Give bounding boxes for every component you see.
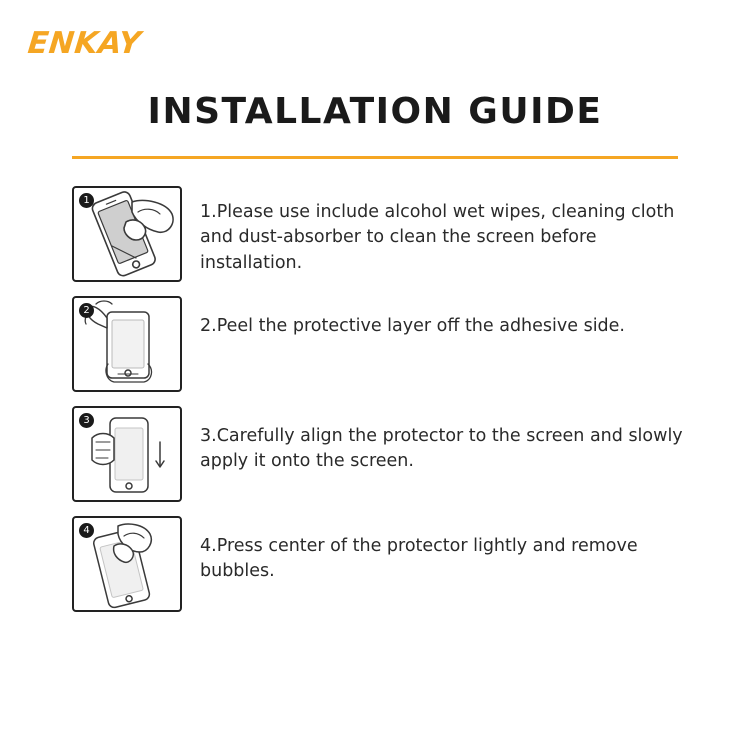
list-item [72,186,684,282]
step-1-figure [72,186,182,282]
step-2-badge: 2 [79,303,94,318]
step-4-figure [72,516,182,612]
list-item [72,296,684,392]
brand-name: ENKAY [26,26,143,61]
brand-logo [28,26,141,61]
header [72,92,678,159]
steps-list [72,186,684,626]
title-divider [72,156,678,159]
step-3-badge: 3 [79,413,94,428]
page-title: INSTALLATION GUIDE [147,91,603,132]
step-2-text: 2.Peel the protective layer off the adhesive side. [200,316,625,336]
step-1-text: 1.Please use include alcohol wet wipes, cleaning cloth and dust-absorber to clean the screen before installation. [200,202,675,273]
step-2-figure [72,296,182,392]
list-item [72,406,684,502]
step-1-badge: 1 [79,193,94,208]
step-3-figure [72,406,182,502]
list-item [72,516,684,612]
step-4-text: 4.Press center of the protector lightly and remove bubbles. [200,536,638,582]
step-3-text: 3.Carefully align the protector to the screen and slowly apply it onto the screen. [200,426,683,472]
step-4-badge: 4 [79,523,94,538]
